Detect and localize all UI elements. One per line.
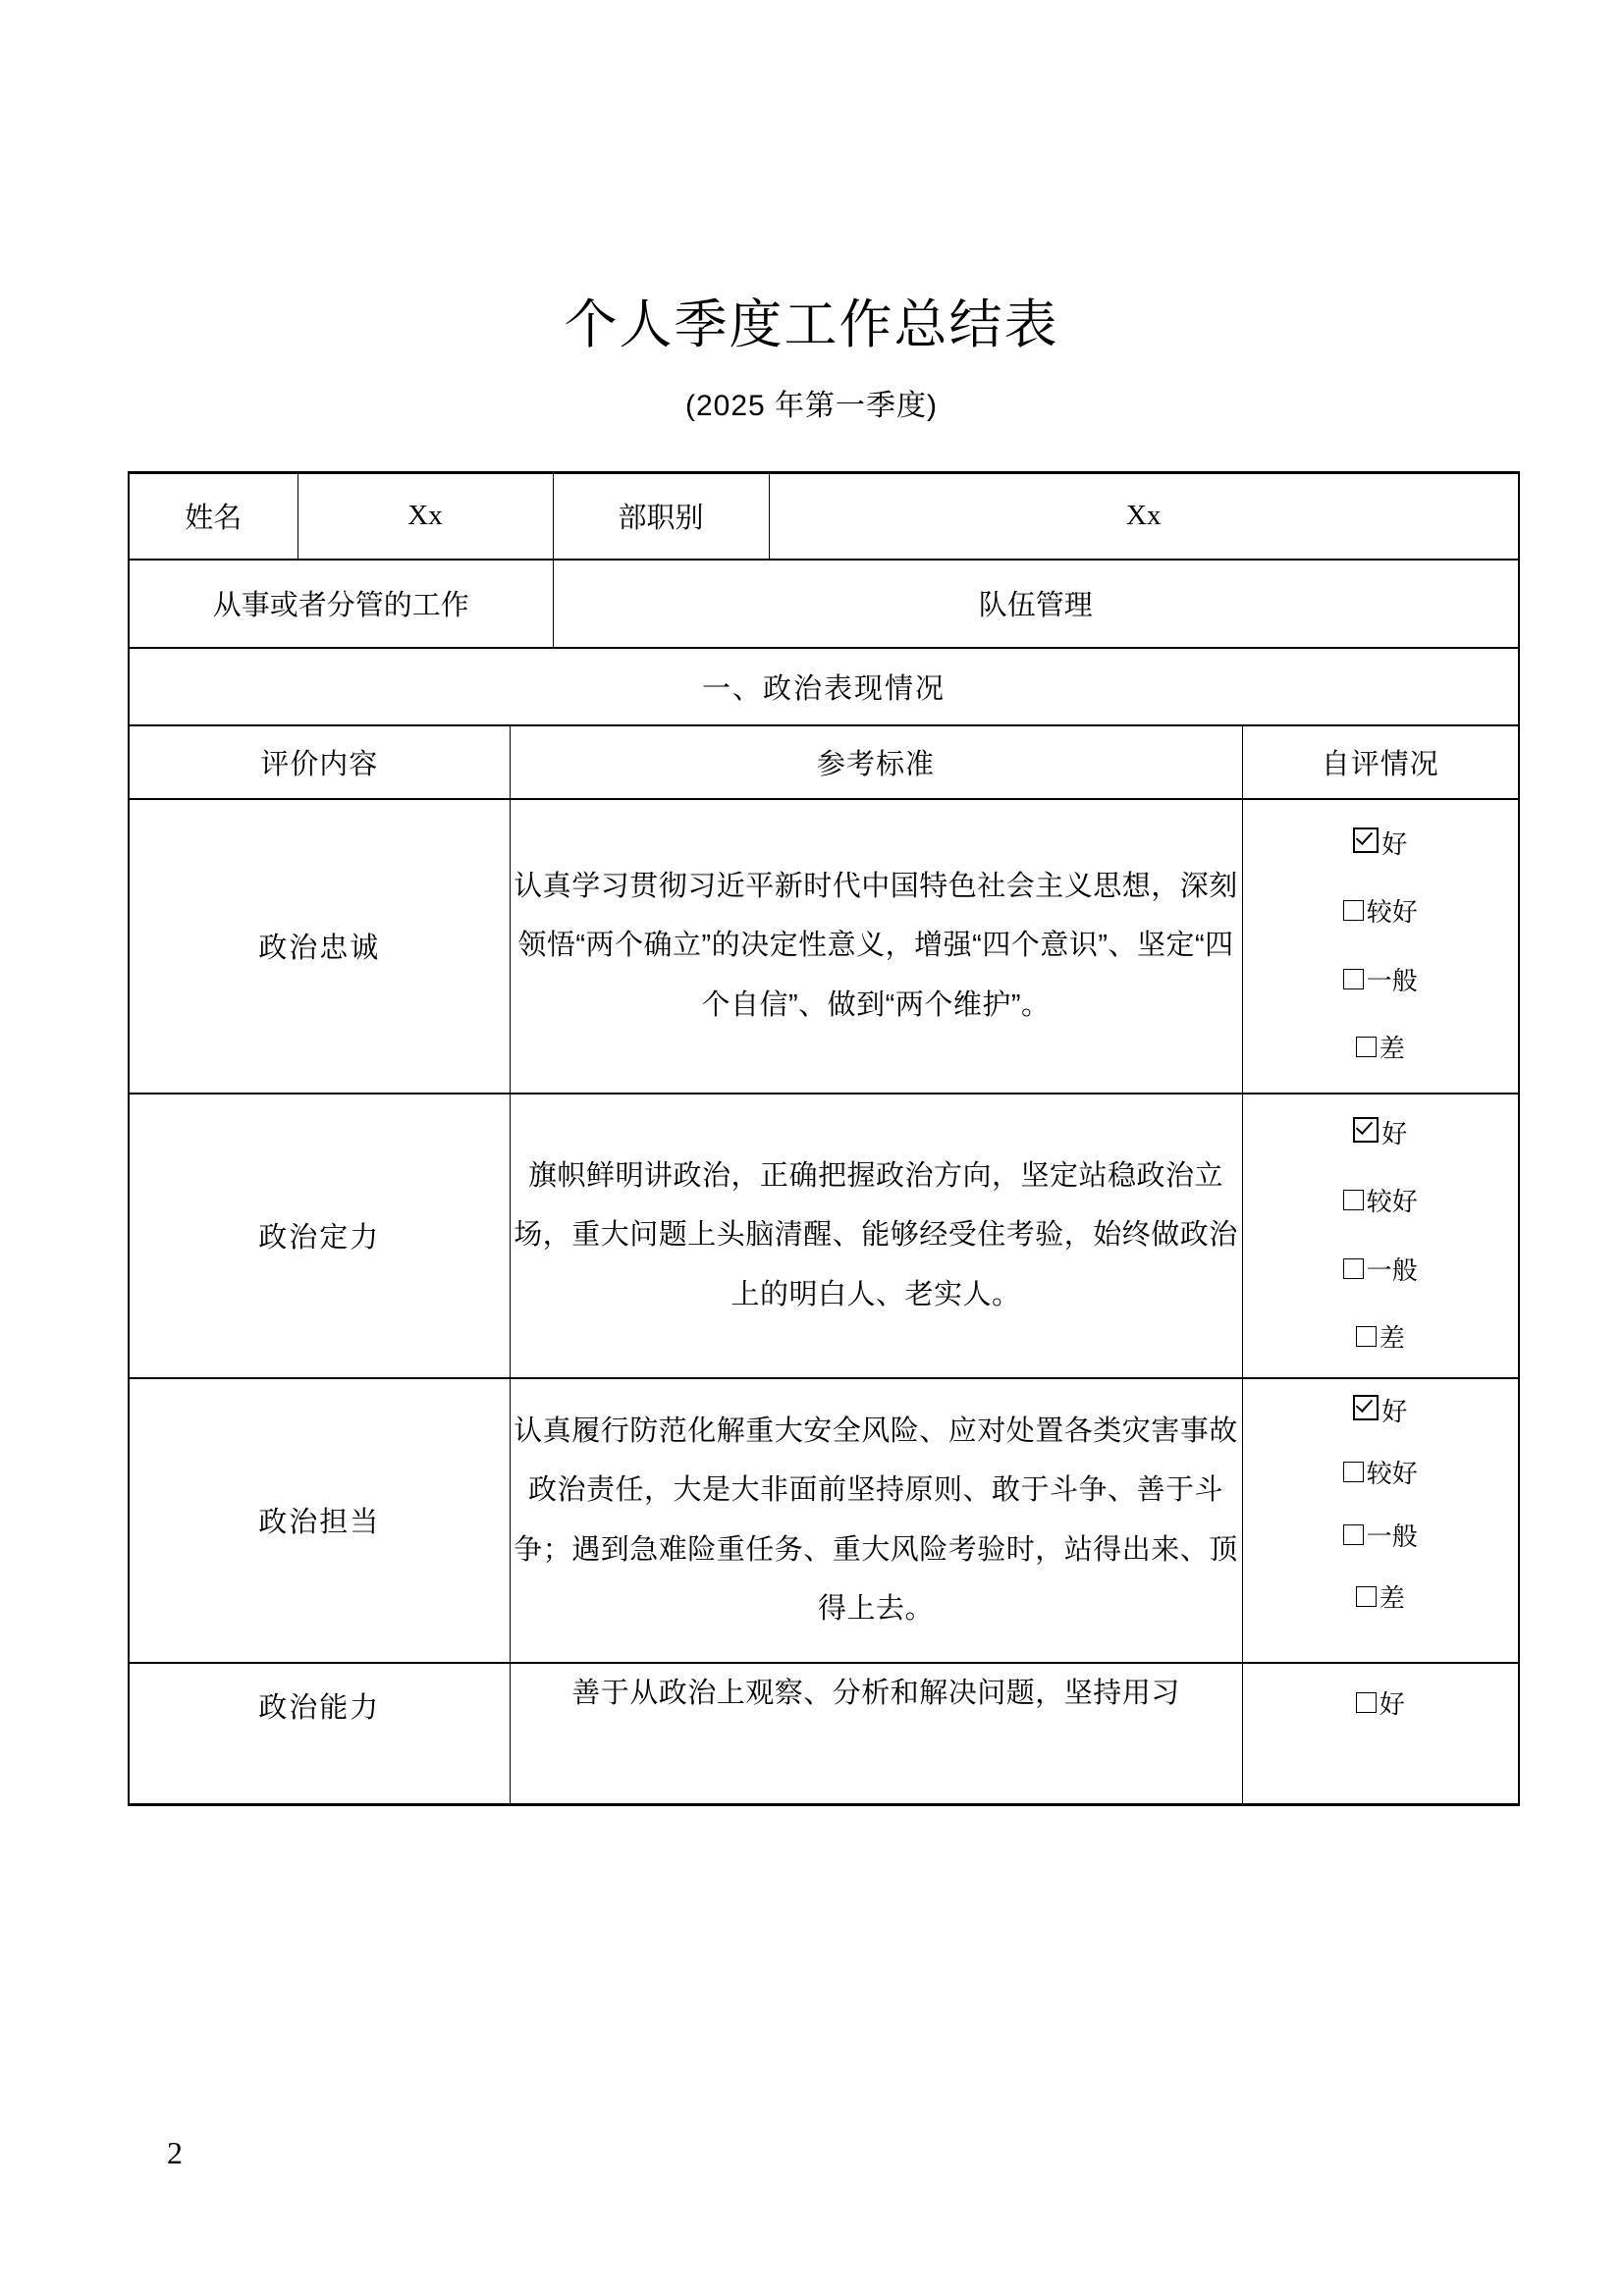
- self-eval-option-list: [1243, 1117, 1519, 1354]
- checkbox-empty-icon[interactable]: [1343, 969, 1364, 989]
- page-subtitle: (2025 年第一季度): [684, 390, 939, 423]
- checkbox-empty-icon[interactable]: [1343, 1258, 1364, 1279]
- page-number: 2: [167, 2135, 183, 2170]
- evaluation-item-label: 政治能力: [129, 1663, 510, 1805]
- criteria-paragraph: 认真履行防范化解重大安全风险、应对处置各类灾害事故政治责任，大是大非面前坚持原则、敢于斗争、善于斗争；遇到急难险重任务、重大风险考验时，站得出来、顶得上去。: [514, 1415, 1238, 1625]
- checkbox-checked-icon[interactable]: [1353, 1117, 1379, 1143]
- column-header-item: 评价内容: [129, 725, 510, 799]
- self-eval-option-list: [1243, 1395, 1519, 1614]
- self-eval-option[interactable]: [1243, 1459, 1519, 1489]
- self-eval-option-label: 好: [1379, 1688, 1405, 1719]
- self-eval-option-label: 差: [1379, 1322, 1405, 1353]
- name-label: 姓名: [129, 473, 298, 560]
- self-eval-option[interactable]: [1243, 1187, 1519, 1217]
- checkbox-empty-icon[interactable]: [1356, 1326, 1377, 1347]
- evaluation-criteria-text: [510, 1094, 1242, 1378]
- self-eval-option-label: 好: [1381, 1397, 1408, 1427]
- checkbox-checked-icon[interactable]: [1353, 1395, 1379, 1420]
- evaluation-criteria-text: [510, 799, 1242, 1094]
- table-row: [129, 1378, 1519, 1663]
- name-value[interactable]: Xx: [298, 473, 553, 560]
- self-eval-options: [1242, 1094, 1519, 1378]
- checkbox-checked-icon[interactable]: [1353, 828, 1379, 853]
- table-row: [129, 1094, 1519, 1378]
- self-eval-option[interactable]: [1243, 897, 1519, 928]
- self-eval-option[interactable]: [1243, 1323, 1519, 1354]
- self-eval-option-label: 差: [1379, 1582, 1405, 1613]
- self-eval-option[interactable]: [1243, 1034, 1519, 1064]
- self-eval-option-label: 好: [1381, 829, 1408, 860]
- checkbox-empty-icon[interactable]: [1343, 1524, 1364, 1545]
- self-eval-option-label: 较好: [1366, 1187, 1418, 1217]
- table-row-identity: [129, 473, 1519, 560]
- evaluation-item-label: 政治担当: [129, 1378, 510, 1663]
- table-row: [129, 1663, 1519, 1805]
- section-heading: 一、政治表现情况: [129, 648, 1519, 725]
- self-eval-option-label: 好: [1381, 1119, 1408, 1149]
- duty-value[interactable]: 队伍管理: [553, 560, 1519, 648]
- self-eval-option-label: 一般: [1366, 1521, 1418, 1551]
- page-title: 个人季度工作总结表: [564, 295, 1059, 354]
- checkbox-empty-icon[interactable]: [1343, 1190, 1364, 1210]
- self-eval-option[interactable]: [1243, 1583, 1519, 1614]
- self-eval-option[interactable]: [1243, 1395, 1519, 1427]
- self-eval-option-label: 较好: [1366, 1459, 1418, 1489]
- self-eval-option-label: 较好: [1366, 897, 1418, 928]
- checkbox-empty-icon[interactable]: [1356, 1692, 1377, 1713]
- self-eval-options: [1242, 799, 1519, 1094]
- table-row: [129, 799, 1519, 1094]
- evaluation-item-label: 政治定力: [129, 1094, 510, 1378]
- position-label: 部职别: [553, 473, 769, 560]
- evaluation-criteria-text: [510, 1663, 1242, 1805]
- self-eval-option-label: 差: [1379, 1033, 1405, 1063]
- checkbox-empty-icon[interactable]: [1343, 1462, 1364, 1482]
- checkbox-empty-icon[interactable]: [1356, 1037, 1377, 1057]
- table-row-section-heading: [129, 648, 1519, 725]
- self-eval-option-list: [1243, 828, 1519, 1064]
- table-row-column-headers: [129, 725, 1519, 799]
- criteria-paragraph: 旗帜鲜明讲政治，正确把握政治方向，坚定站稳政治立场，重大问题上头脑清醒、能够经受住考验，始终做政治上的明白人、老实人。: [514, 1160, 1238, 1310]
- column-header-criteria: 参考标准: [510, 725, 1242, 799]
- self-eval-options: [1242, 1378, 1519, 1663]
- checkbox-empty-icon[interactable]: [1343, 900, 1364, 921]
- title-block: [0, 294, 1623, 424]
- summary-form-table: [128, 471, 1520, 1806]
- self-eval-option[interactable]: [1243, 966, 1519, 996]
- evaluation-criteria-text: [510, 1378, 1242, 1663]
- column-header-self-eval: 自评情况: [1242, 725, 1519, 799]
- self-eval-option[interactable]: [1243, 1117, 1519, 1149]
- self-eval-option[interactable]: [1243, 828, 1519, 860]
- self-eval-option[interactable]: [1243, 1689, 1519, 1720]
- self-eval-option-list: [1243, 1689, 1519, 1720]
- position-value[interactable]: Xx: [769, 473, 1519, 560]
- self-eval-options: [1242, 1663, 1519, 1805]
- self-eval-option[interactable]: [1243, 1522, 1519, 1552]
- table-row-duty: [129, 560, 1519, 648]
- self-eval-option[interactable]: [1243, 1255, 1519, 1286]
- duty-label: 从事或者分管的工作: [129, 560, 553, 648]
- checkbox-empty-icon[interactable]: [1356, 1586, 1377, 1607]
- criteria-paragraph: 善于从政治上观察、分析和解决问题，坚持用习: [571, 1677, 1180, 1709]
- self-eval-option-label: 一般: [1366, 1255, 1418, 1285]
- criteria-paragraph: 认真学习贯彻习近平新时代中国特色社会主义思想，深刻领悟“两个确立”的决定性意义，增强“四个意识”、坚定“四个自信”、做到“两个维护”。: [514, 871, 1238, 1021]
- evaluation-item-label: 政治忠诚: [129, 799, 510, 1094]
- self-eval-option-label: 一般: [1366, 965, 1418, 995]
